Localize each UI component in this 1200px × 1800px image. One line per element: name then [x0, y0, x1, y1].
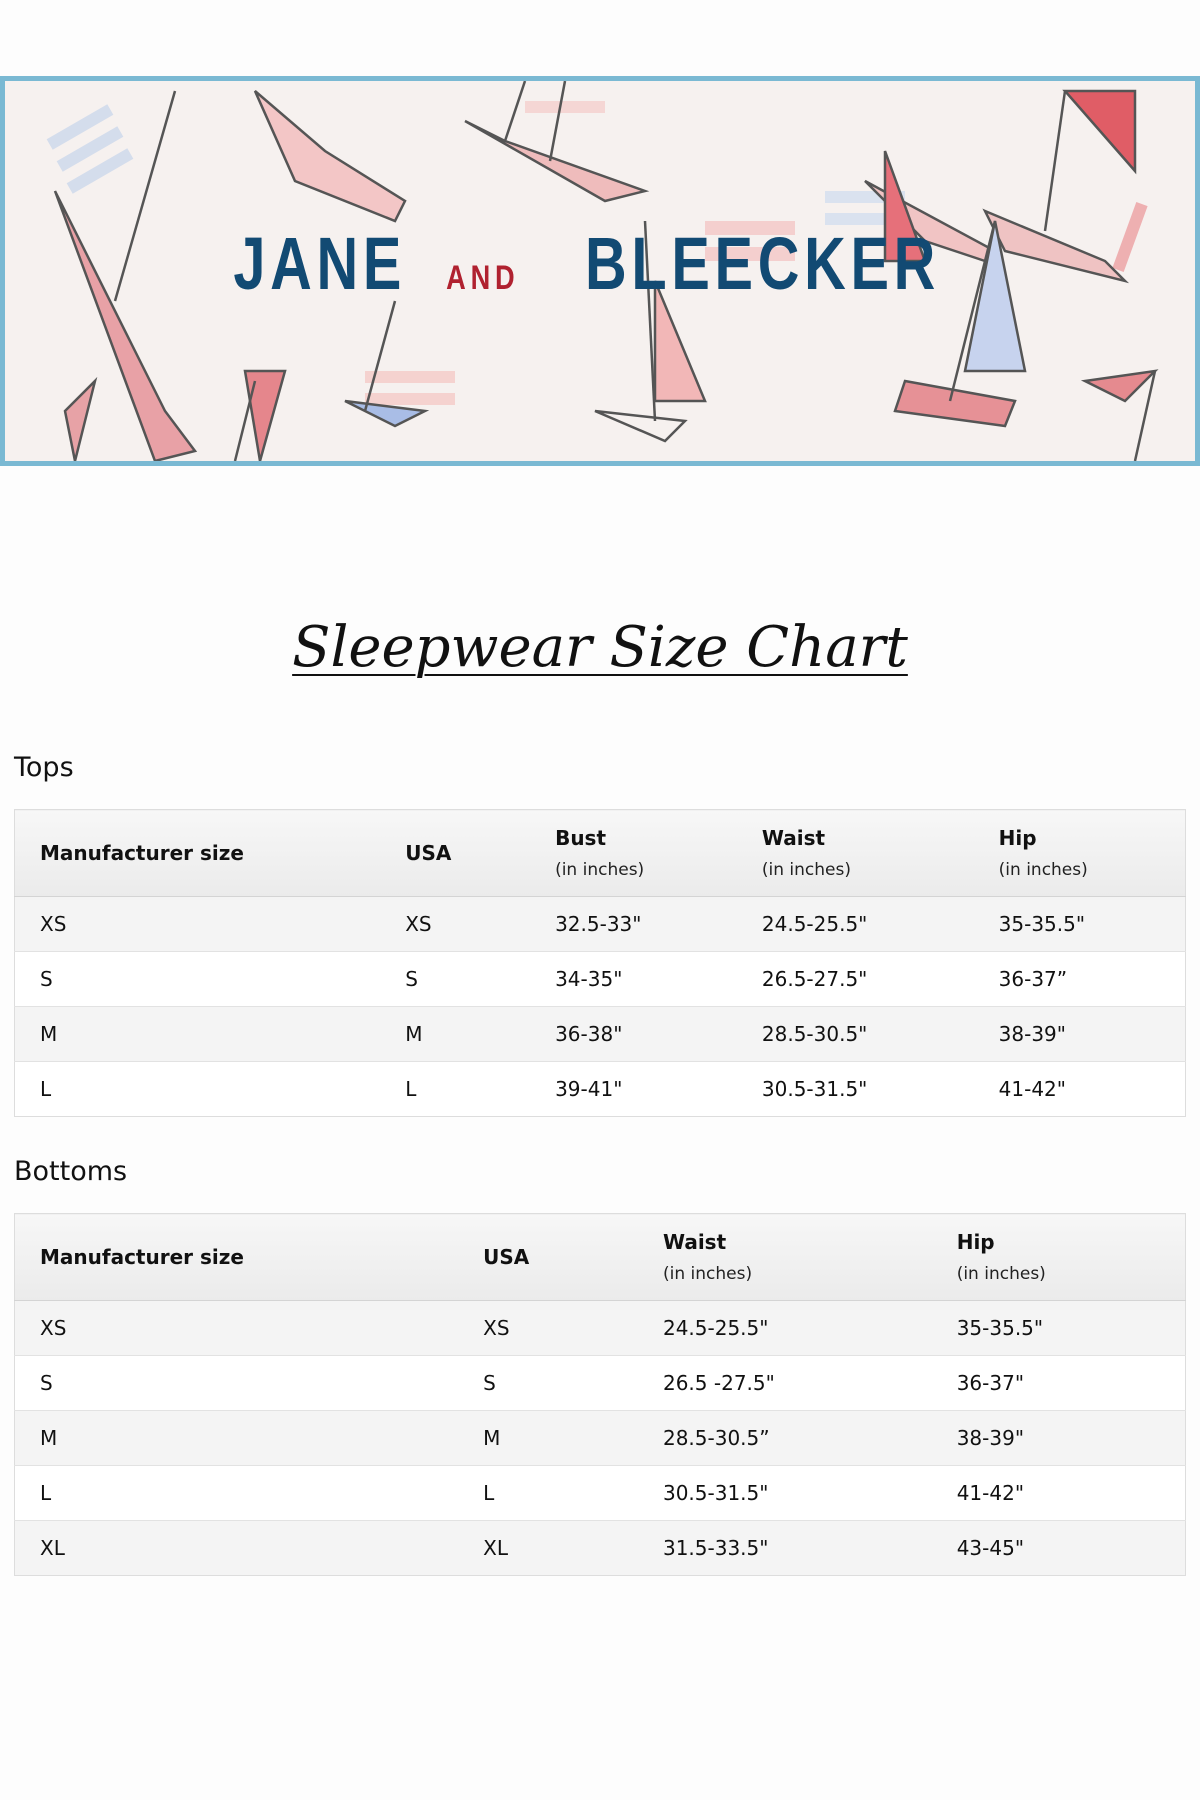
table-cell: 39-41" — [530, 1062, 737, 1117]
column-header: Bust (in inches) — [530, 810, 737, 897]
table-row — [15, 1521, 1186, 1576]
table-cell: M — [380, 1007, 530, 1062]
table-row — [15, 1007, 1186, 1062]
table-row — [15, 1411, 1186, 1466]
table-cell: 34-35" — [530, 952, 737, 1007]
table-cell: 41-42" — [932, 1466, 1186, 1521]
table-row — [15, 897, 1186, 952]
table-cell: S — [380, 952, 530, 1007]
table-header-row — [15, 1214, 1186, 1301]
table-cell: 30.5-31.5" — [638, 1466, 932, 1521]
column-header: USA — [380, 810, 530, 897]
table-cell: XS — [380, 897, 530, 952]
table-cell: 36-37" — [932, 1356, 1186, 1411]
table-cell: XS — [15, 897, 381, 952]
table-cell: XS — [458, 1301, 638, 1356]
column-header: Manufacturer size — [15, 810, 381, 897]
table-cell: 41-42" — [974, 1062, 1186, 1117]
tops-size-table — [14, 809, 1186, 1117]
table-row — [15, 1301, 1186, 1356]
table-cell: 26.5-27.5" — [737, 952, 974, 1007]
tops-heading: Tops — [14, 752, 74, 783]
table-cell: XS — [15, 1301, 459, 1356]
table-cell: M — [458, 1411, 638, 1466]
table-cell: L — [458, 1466, 638, 1521]
table-cell: 35-35.5" — [932, 1301, 1186, 1356]
column-header: Manufacturer size — [15, 1214, 459, 1301]
table-header-row — [15, 810, 1186, 897]
table-cell: 38-39" — [974, 1007, 1186, 1062]
table-row — [15, 1062, 1186, 1117]
table-cell: M — [15, 1007, 381, 1062]
table-row — [15, 1356, 1186, 1411]
table-cell: 38-39" — [932, 1411, 1186, 1466]
table-cell: 30.5-31.5" — [737, 1062, 974, 1117]
table-cell: 43-45" — [932, 1521, 1186, 1576]
bottoms-size-table — [14, 1213, 1186, 1576]
column-header: Hip (in inches) — [932, 1214, 1186, 1301]
column-header: USA — [458, 1214, 638, 1301]
page-title: Sleepwear Size Chart — [292, 615, 908, 680]
table-cell: 24.5-25.5" — [737, 897, 974, 952]
table-cell: 26.5 -27.5" — [638, 1356, 932, 1411]
brand-banner — [0, 76, 1200, 466]
brand-logo — [5, 221, 1195, 306]
table-cell: XL — [15, 1521, 459, 1576]
table-cell: S — [15, 1356, 459, 1411]
table-row — [15, 952, 1186, 1007]
table-cell: 36-38" — [530, 1007, 737, 1062]
column-header: Waist (in inches) — [638, 1214, 932, 1301]
brand-name-right: BLEECKER — [585, 222, 941, 305]
table-cell: 32.5-33" — [530, 897, 737, 952]
table-row — [15, 1466, 1186, 1521]
table-cell: 36-37” — [974, 952, 1186, 1007]
table-cell: 28.5-30.5” — [638, 1411, 932, 1466]
table-cell: L — [15, 1466, 459, 1521]
table-cell: L — [380, 1062, 530, 1117]
bottoms-heading: Bottoms — [14, 1156, 128, 1187]
table-cell: 31.5-33.5" — [638, 1521, 932, 1576]
column-header: Waist (in inches) — [737, 810, 974, 897]
table-cell: L — [15, 1062, 381, 1117]
table-cell: 35-35.5" — [974, 897, 1186, 952]
table-cell: S — [458, 1356, 638, 1411]
table-cell: XL — [458, 1521, 638, 1576]
brand-name-left: JANE — [233, 222, 407, 305]
table-cell: S — [15, 952, 381, 1007]
table-cell: 28.5-30.5" — [737, 1007, 974, 1062]
table-cell: 24.5-25.5" — [638, 1301, 932, 1356]
column-header: Hip (in inches) — [974, 810, 1186, 897]
brand-name-mid: AND — [446, 259, 520, 297]
table-cell: M — [15, 1411, 459, 1466]
